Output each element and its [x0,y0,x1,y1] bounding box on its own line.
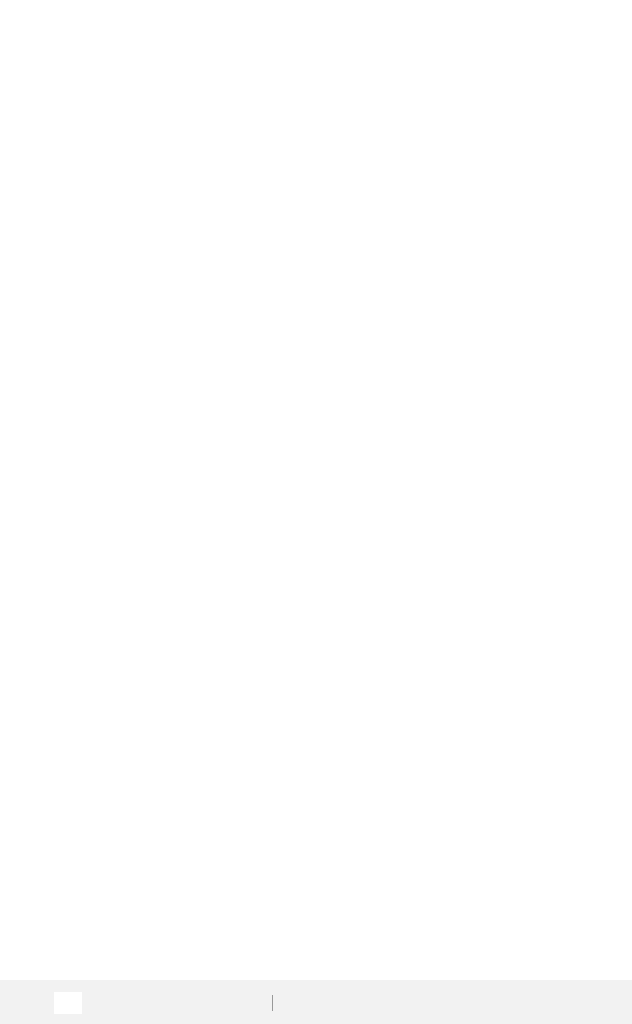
brand-logo [268,992,277,1014]
page-number [54,992,82,1014]
page-footer [0,980,632,1024]
logo-divider [272,995,273,1011]
